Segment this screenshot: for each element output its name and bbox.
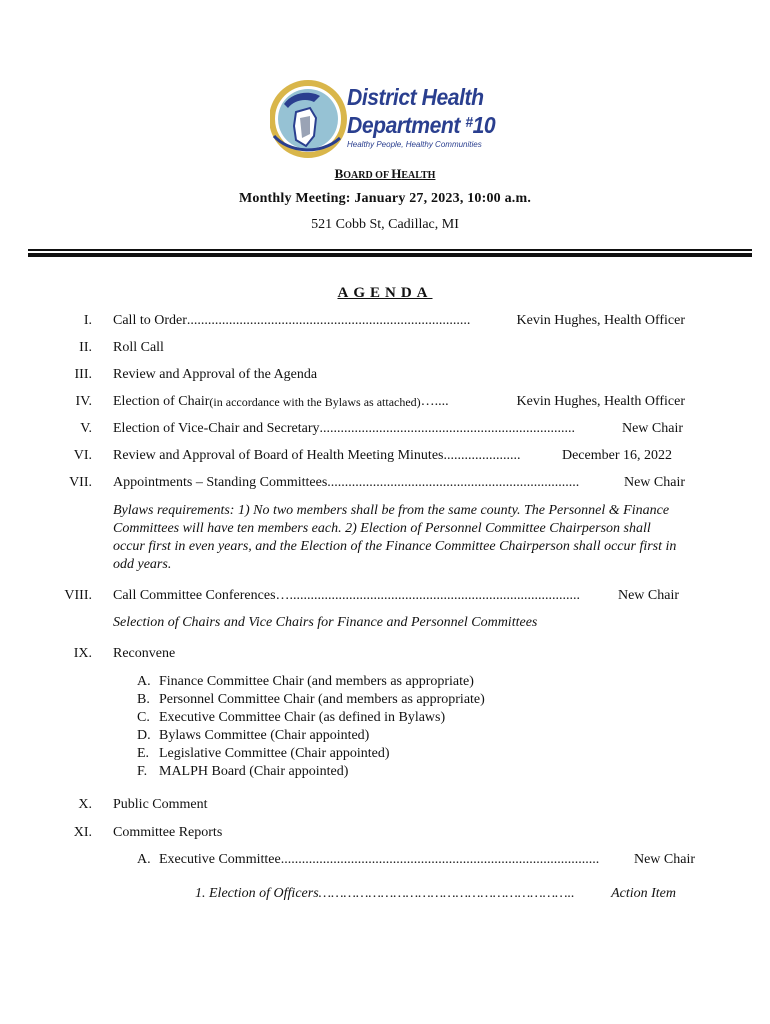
item-date: December 16, 2022: [561, 448, 672, 463]
list-item: [137, 691, 485, 709]
item-number: VIII.: [64, 588, 92, 603]
agenda-item-committee-reports: Committee Reports: [113, 825, 223, 840]
logo-tagline: Healthy People, Healthy Communities: [347, 140, 482, 149]
divider-thick: [28, 253, 752, 257]
item-number: V.: [80, 421, 92, 436]
item-label: Call to Order: [113, 313, 187, 328]
item-number: IX.: [73, 646, 92, 661]
title-initial-h: H: [391, 166, 402, 181]
action-item-label: Action Item: [611, 886, 676, 901]
list-letter: D.: [137, 728, 151, 743]
item-label: Appointments – Standing Committees: [113, 475, 328, 490]
item-number: VI.: [73, 448, 92, 463]
item-label: Executive Committee: [159, 852, 281, 867]
title-oard-of: OARD OF: [343, 170, 392, 181]
item-presenter: Kevin Hughes, Health Officer: [516, 394, 685, 409]
item-number: X.: [78, 797, 92, 812]
logo-number: 10: [472, 112, 496, 138]
board-title: [0, 166, 770, 182]
item-label: Election of Chair: [113, 394, 210, 409]
list-letter: A.: [137, 674, 151, 689]
item-number: XI.: [73, 825, 92, 840]
item-note: (in accordance with the Bylaws as attached): [209, 395, 421, 409]
list-item: [137, 709, 445, 727]
agenda-item-review-minutes: [113, 448, 672, 464]
item-number: III.: [74, 367, 92, 382]
list-item: [137, 745, 390, 763]
dot-leader: …...................................................................................: [275, 588, 581, 603]
item-number: I.: [83, 313, 92, 328]
item-number: IV.: [75, 394, 92, 409]
list-text: Legislative Committee (Chair appointed): [159, 746, 390, 761]
item-label: Review and Approval of Board of Health Meeting Minutes: [113, 448, 444, 463]
list-item: [137, 763, 348, 781]
item-presenter: New Chair: [633, 852, 695, 867]
logo-number-sup: #: [465, 114, 473, 131]
list-letter: B.: [137, 692, 150, 707]
agenda-item-roll-call: Roll Call: [113, 340, 164, 355]
agenda-item-call-to-order: [113, 313, 685, 329]
item-presenter: New Chair: [621, 421, 683, 436]
list-item: [137, 727, 369, 745]
dot-leader: ...........................................................................................: [280, 852, 600, 867]
item-label: Election of Vice-Chair and Secretary: [113, 421, 320, 436]
dot-leader: …....: [420, 394, 449, 409]
list-item: [137, 673, 474, 691]
michigan-logo-icon: [270, 78, 348, 160]
agenda-item-review-agenda: Review and Approval of the Agenda: [113, 367, 318, 382]
selection-note: Selection of Chairs and Vice Chairs for Finance and Personnel Committees: [113, 615, 538, 630]
dot-leader: .................................................................................: [186, 313, 471, 328]
agenda-item-reconvene: Reconvene: [113, 646, 176, 661]
list-text: Personnel Committee Chair (and members as appropriate): [159, 692, 485, 707]
list-letter: C.: [137, 710, 150, 725]
list-letter: E.: [137, 746, 150, 761]
list-text: Executive Committee Chair (as defined in Bylaws): [159, 710, 446, 725]
title-initial-b: B: [334, 166, 344, 181]
dot-leader: ……………………………………………………..: [318, 886, 575, 901]
agenda-item-election-chair: [113, 394, 685, 410]
agenda-heading: AGENDA: [337, 285, 433, 301]
meeting-subtitle: Monthly Meeting: January 27, 2023, 10:00 a.m.: [238, 191, 532, 206]
item-label: 1. Election of Officers: [195, 886, 319, 901]
dot-leader: ......................: [443, 448, 521, 463]
list-text: Bylaws Committee (Chair appointed): [159, 728, 370, 743]
meeting-address: 521 Cobb St, Cadillac, MI: [311, 217, 459, 232]
logo: [270, 78, 510, 160]
list-text: Finance Committee Chair (and members as appropriate): [159, 674, 474, 689]
divider-thin: [28, 249, 752, 251]
item-presenter: Kevin Hughes, Health Officer: [516, 313, 685, 328]
committee-report-executive: [137, 852, 695, 868]
list-letter: A.: [137, 852, 151, 867]
item-presenter: New Chair: [623, 475, 685, 490]
item-number: VII.: [69, 475, 92, 490]
agenda-item-call-committee-conferences: [113, 588, 679, 604]
logo-department: Department: [347, 112, 460, 138]
bylaws-requirements-note: Bylaws requirements: 1) No two members shall be from the same county. The Personnel & Finance Committees will have ten members each. 2) Election of Personnel Committee Chairperson shall occur first in even years, and the Election of the Finance Committee Chairperson shall occur first in odd years.: [113, 503, 677, 572]
logo-line2: [347, 114, 495, 137]
list-text: MALPH Board (Chair appointed): [159, 764, 349, 779]
list-letter: F.: [137, 764, 148, 779]
title-ealth: EALTH: [401, 170, 436, 181]
item-presenter: New Chair: [617, 588, 679, 603]
agenda-item-public-comment: Public Comment: [113, 797, 208, 812]
dot-leader: ........................................................................: [327, 475, 580, 490]
agenda-item-appointments: [113, 475, 685, 491]
election-of-officers-row: [195, 886, 676, 902]
dot-leader: .........................................................................: [319, 421, 575, 436]
item-number: II.: [79, 340, 92, 355]
item-label: Call Committee Conferences: [113, 588, 276, 603]
agenda-item-election-vice-chair: [113, 421, 683, 437]
logo-line1: District Health: [347, 84, 484, 110]
